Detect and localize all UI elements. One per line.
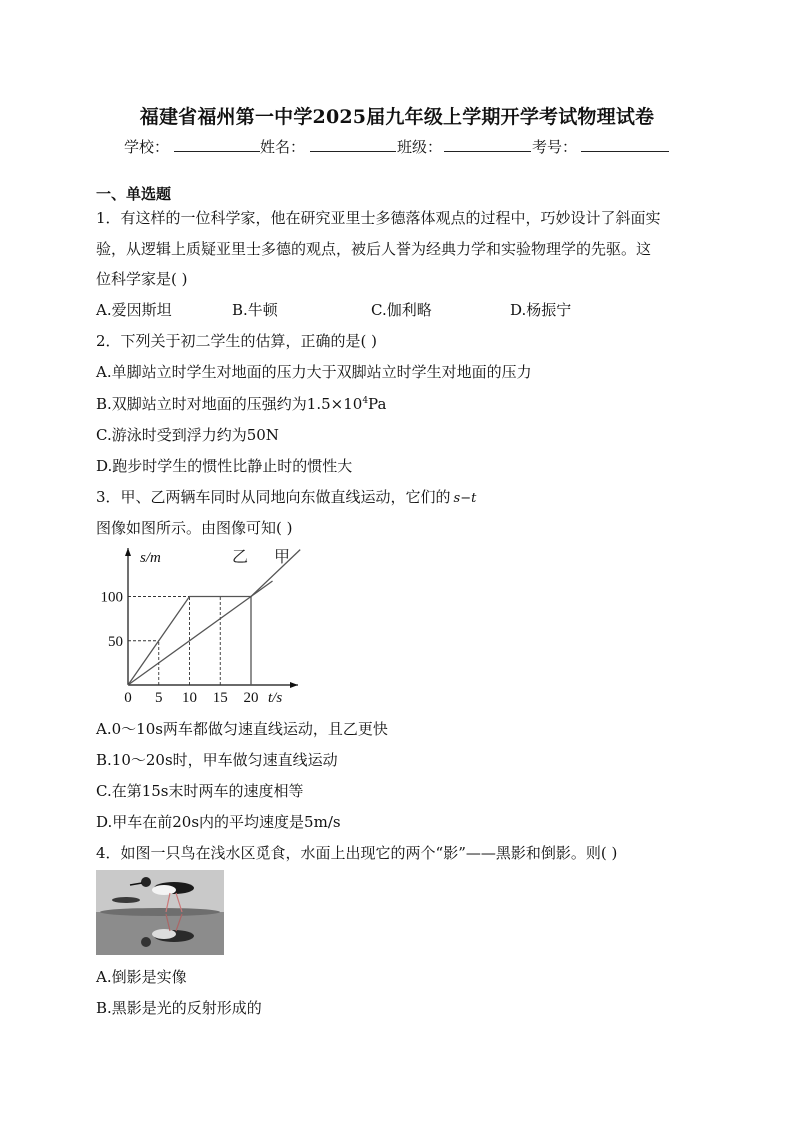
q2-option-c: C.游泳时受到浮力约为50N — [96, 426, 279, 444]
legend-label-yi: 乙 — [232, 547, 249, 566]
q2-option-d: D.跑步时学生的惯性比静止时的惯性大 — [96, 457, 353, 475]
q3-stem-math: s−t — [453, 491, 477, 506]
q3-stem-text: 3．甲、乙两辆车同时从同地向东做直线运动，它们的 — [96, 488, 451, 506]
q2-option-b-unit: Pa — [368, 395, 387, 413]
q4-option-a: A.倒影是实像 — [96, 968, 187, 986]
q1-option-a: A.爱因斯坦 — [96, 301, 172, 319]
q4-stem: 4．如图一只鸟在浅水区觅食，水面上出现它的两个“影”——黑影和倒影。则( ) — [96, 844, 618, 862]
x-tick-label: 10 — [182, 690, 197, 706]
series-extension-yi — [251, 581, 273, 596]
q1-stem-line2: 验，从逻辑上质疑亚里士多德的观点，被后人誉为经典力学和实验物理学的先驱。这 — [96, 240, 652, 258]
class-blank — [444, 151, 531, 152]
q3-stem-line1 — [96, 486, 476, 507]
q2-option-b — [96, 393, 386, 414]
name-label: 姓名： — [260, 138, 306, 156]
x-tick-label: 0 — [124, 690, 132, 706]
q3-option-c: C.在第15s末时两车的速度相等 — [96, 782, 304, 800]
class-label: 班级： — [397, 138, 443, 156]
x-axis-arrow — [290, 682, 298, 688]
x-tick-label: 20 — [243, 690, 259, 706]
q1-option-d: D.杨振宁 — [510, 301, 572, 319]
q1-option-c: C.伽利略 — [371, 301, 432, 319]
q1-stem-line3: 位科学家是( ) — [96, 270, 188, 288]
q2-stem: 2．下列关于初二学生的估算，正确的是( ) — [96, 332, 378, 350]
q3-option-d: D.甲车在前20s内的平均速度是5m/s — [96, 813, 341, 831]
q4-option-b: B.黑影是光的反射形成的 — [96, 999, 262, 1017]
x-tick-label: 15 — [212, 690, 228, 706]
school-label: 学校： — [124, 138, 170, 156]
x-tick-label: 5 — [155, 690, 163, 706]
bird-photo — [96, 870, 224, 955]
bird-illustration — [96, 870, 224, 955]
q2-option-b-exponent: 4 — [362, 396, 369, 406]
q1-option-b: B.牛顿 — [232, 301, 278, 319]
y-axis-label: s/m — [140, 550, 161, 566]
y-axis-arrow — [125, 548, 131, 556]
name-blank — [310, 151, 396, 152]
s-t-chart — [98, 540, 313, 710]
q3-option-a: A.0～10s两车都做匀速直线运动，且乙更快 — [96, 720, 388, 738]
q2-option-a: A.单脚站立时学生对地面的压力大于双脚站立时学生对地面的压力 — [96, 363, 532, 381]
chart-layer — [101, 547, 301, 706]
q1-stem-line1: 1．有这样的一位科学家，他在研究亚里士多德落体观点的过程中，巧妙设计了斜面实 — [96, 209, 661, 227]
exam-title: 福建省福州第一中学2025届九年级上学期开学考试物理试卷 — [139, 106, 655, 128]
school-blank — [174, 151, 260, 152]
legend-label-jia: 甲 — [274, 547, 291, 566]
number-blank — [581, 151, 669, 152]
y-tick-label: 50 — [108, 633, 123, 650]
q3-option-b: B.10～20s时，甲车做匀速直线运动 — [96, 751, 338, 769]
x-axis-label: t/s — [268, 690, 283, 706]
q3-stem-line2: 图像如图所示。由图像可知( ) — [96, 519, 293, 537]
q2-option-b-text: B.双脚站立时对地面的压强约为1.5×10 — [96, 395, 363, 413]
section-heading: 一、单选题 — [96, 185, 172, 203]
number-label: 考号： — [532, 138, 578, 156]
y-tick-label: 100 — [100, 589, 123, 606]
